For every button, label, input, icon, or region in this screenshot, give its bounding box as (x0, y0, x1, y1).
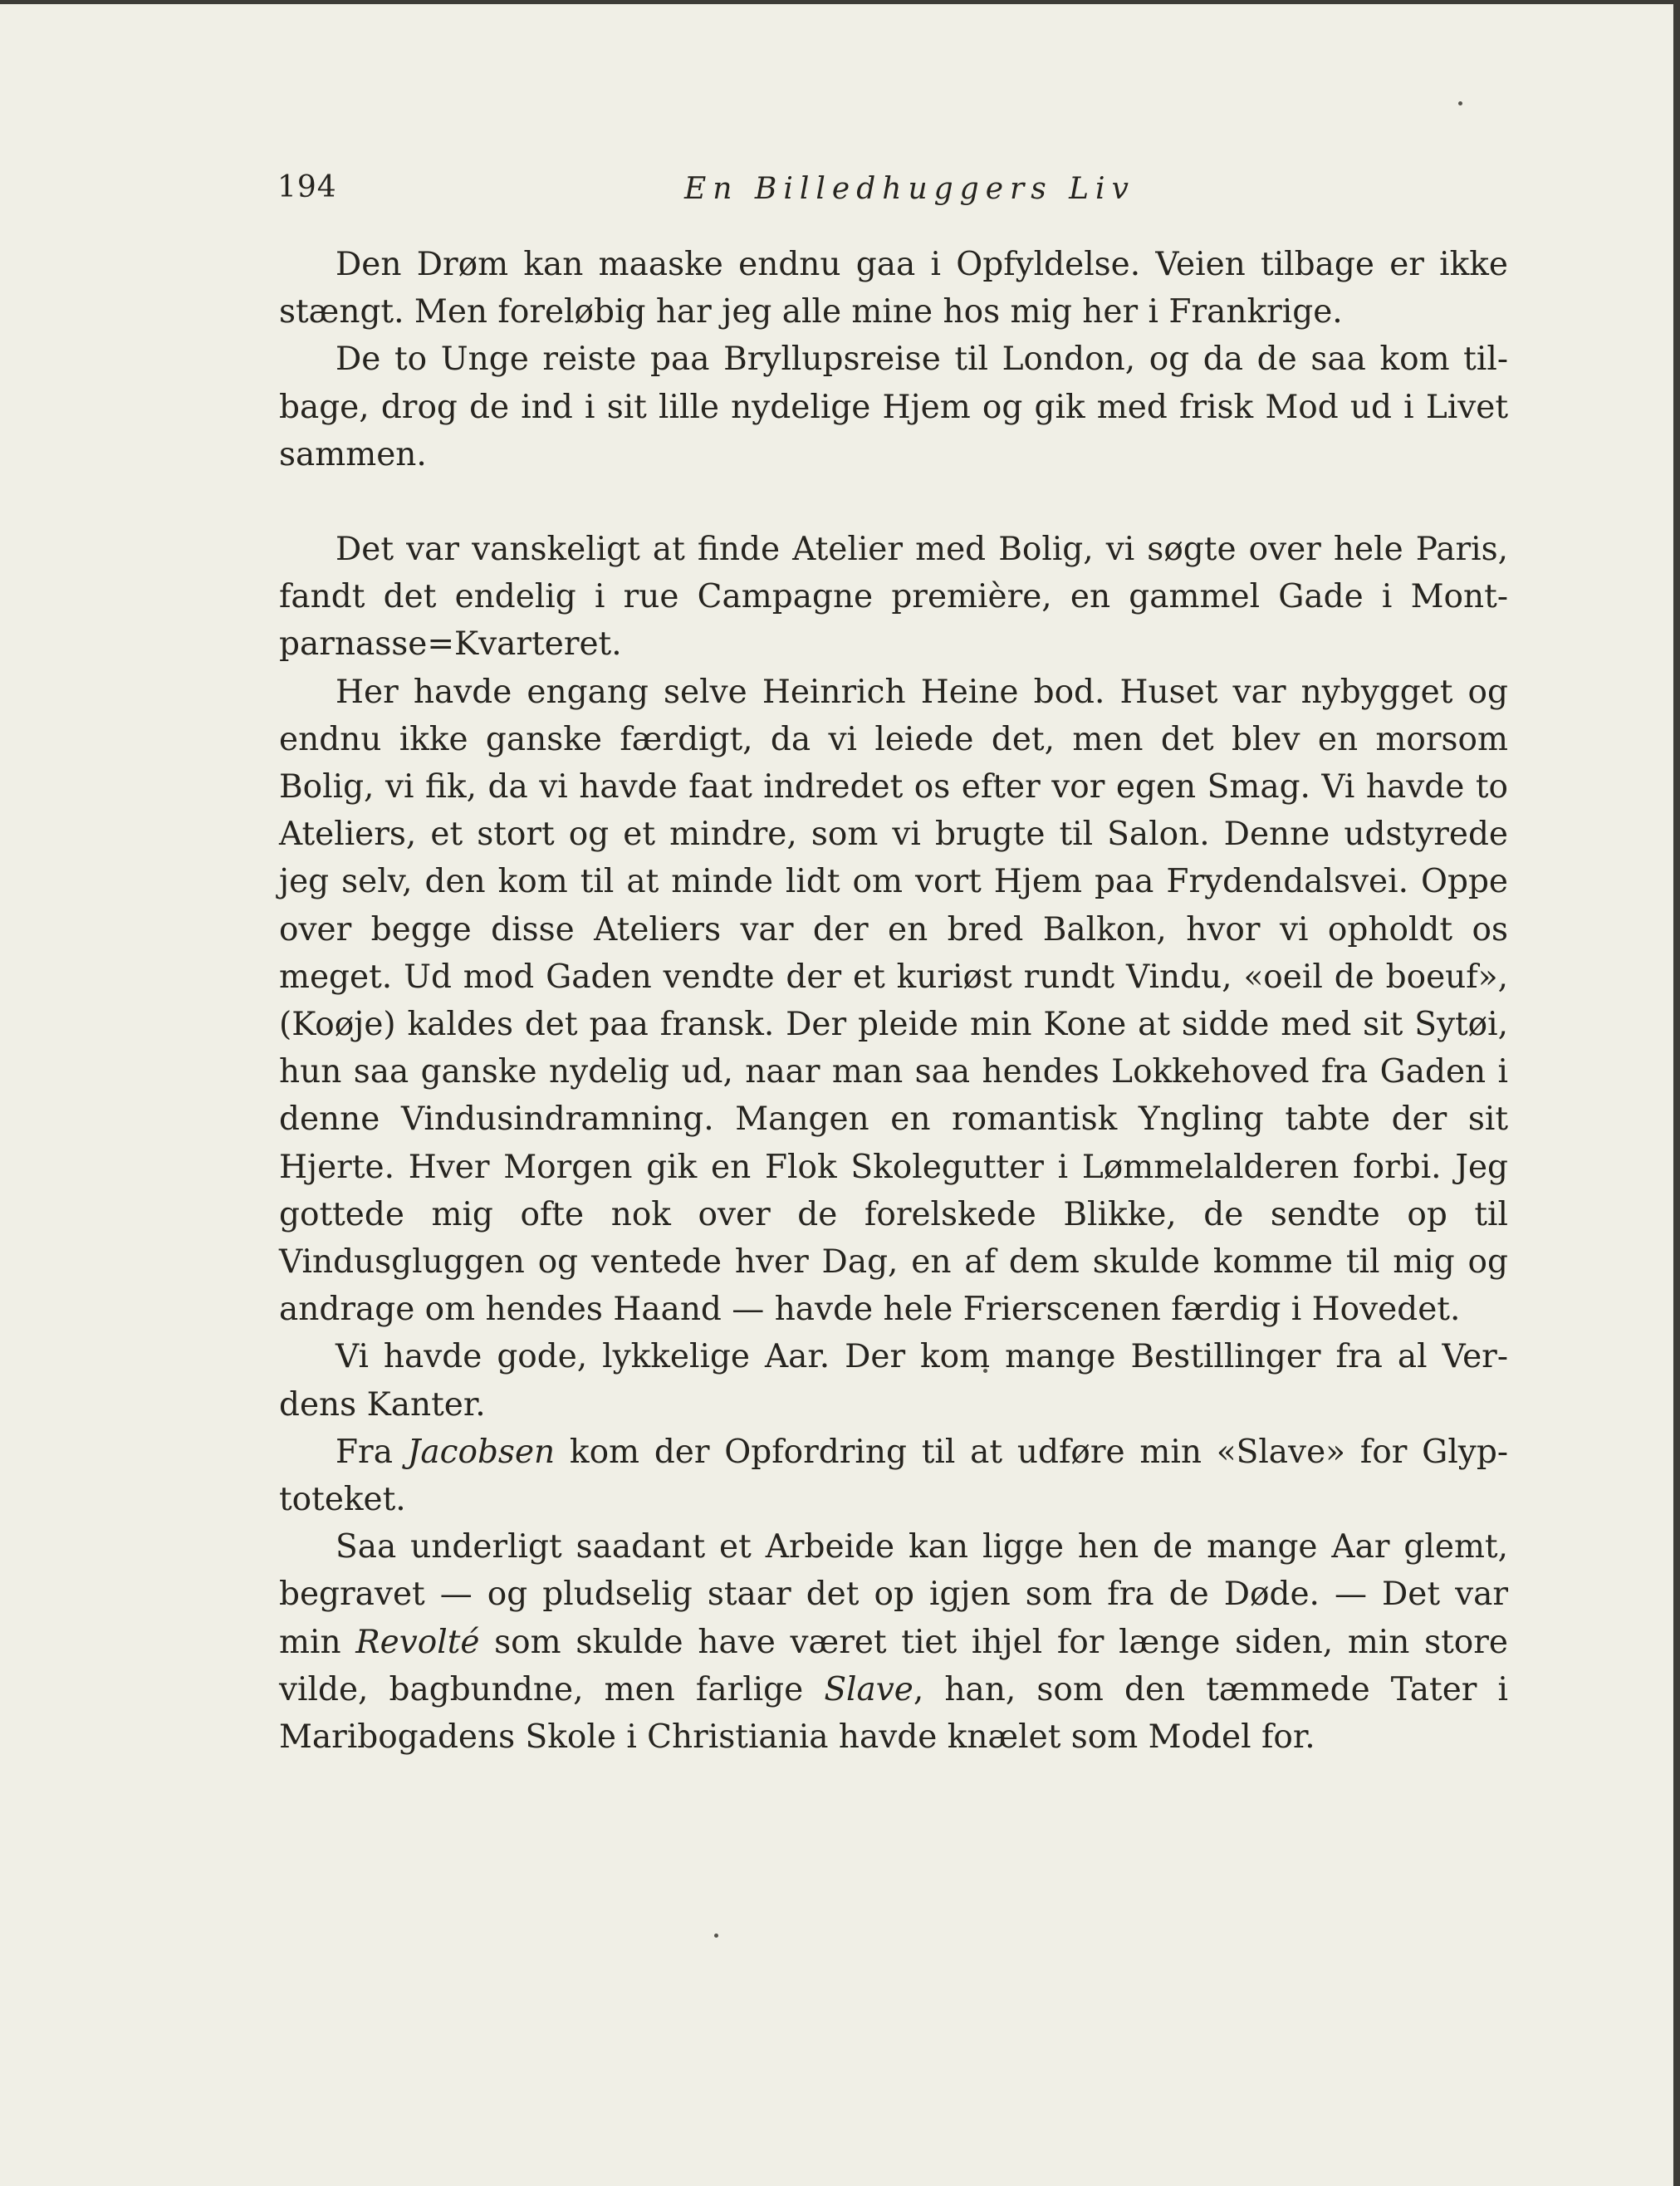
paragraph: Den Drøm kan maaske endnu gaa i Opfyldelse. Veien tilbage er ikke stængt. Men foreløbig har jeg alle mine hos mig her i Frankrige. (279, 246, 1508, 331)
text-run: som skulde have været tiet ihjel for længe siden, min store vilde, bagbundne, men farlige (279, 1623, 1508, 1708)
scan-top-edge (0, 0, 1680, 4)
paragraph: Her havde engang selve Heinrich Heine bod. Huset var nybygget og endnu ikke ganske færdigt, da vi leiede det, men det blev en morsom Bolig, vi fik, da vi havde faat indredet os efter vor egen Smag. Vi havde to Ateliers, et stort og et mindre, som vi brugte til Salon. Denne udstyrede jeg selv, den kom til at minde lidt om vort Hjem paa Frydendalsvei. Oppe over begge disse Ateliers var der en bred Balkon, hvor vi opholdt os meget. Ud mod Gaden vendte der et kuriøst rundt Vindu, «oeil de boeuf», (Koøje) kaldes det paa fransk. Der pleide min Kone at sidde med sit Sytøi, hun saa ganske nydelig ud, naar man saa hendes Lokkehoved fra Gaden i denne Vindusindramning. Mangen en romantisk Yngling tabte der sit Hjerte. Hver Morgen gik en Flok Skolegutter i Lømmelalderen forbi. Jeg gottede mig ofte nok over de forelskede Blikke, de sendte op til Vindusgluggen og ventede hver Dag, en af dem skulde komme til mig og andrage om hendes Haand — havde hele Frierscenen færdig i Hovedet. (279, 673, 1508, 1329)
paper-speck (1458, 101, 1462, 105)
scan-right-edge (1673, 0, 1680, 2186)
paragraph: De to Unge reiste paa Bryllupsreise til London, og da de saa kom tilbage, drog de ind i sit lille nydelige Hjem og gik med frisk Mod ud i Livet sammen. (279, 341, 1508, 473)
paragraph-jacobsen (279, 1429, 1508, 1523)
paragraph: Det var vanskeligt at finde Atelier med Bolig, vi søgte over hele Paris, fandt det endelig i rue Campagne première, en gammel Gade i Montparnasse=Kvarteret. (279, 531, 1508, 664)
body-text (279, 241, 1508, 1761)
paragraph: Vi havde gode, lykkelige Aar. Der kom mange Bestillinger fra al Verdens Kanter. (279, 1338, 1508, 1424)
text-run: Fra (336, 1433, 408, 1471)
italic-title-slave: Slave (824, 1670, 913, 1708)
text-run: Saa underligt saadant et Arbeide kan ligge hen de mange Aar glemt, begravet — og pludselig staar det op igjen som fra de Døde. — Det var min (279, 1528, 1508, 1661)
running-head (277, 170, 1506, 220)
text-run: kom der Opfordring til at udføre min «Slave» for Glyptoteket. (279, 1433, 1508, 1519)
page-number: 194 (277, 170, 337, 204)
paper-speck (714, 1934, 718, 1938)
italic-title-revolte: Revolté (355, 1623, 480, 1661)
paragraph-revolte (279, 1523, 1508, 1761)
running-title: En Billedhuggers Liv (684, 172, 1135, 206)
italic-name: Jacobsen (407, 1433, 556, 1471)
text-run: , han, som den tæmmede Tater i Maribogadens Skole i Christiania havde knælet som Model for. (279, 1670, 1509, 1757)
